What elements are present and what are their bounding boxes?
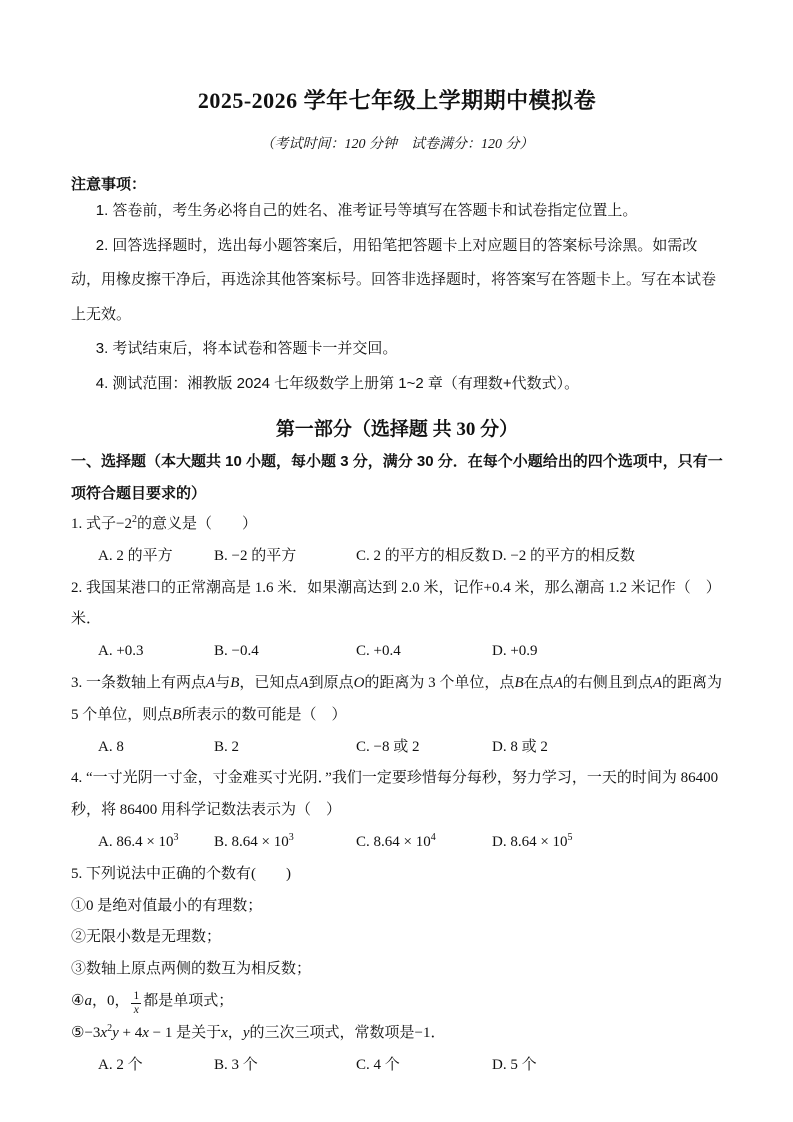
question-1-stem: 1. 式子$-2^2$的意义是（ ） (71, 514, 257, 532)
question-5-option-b: B. 3 个 (214, 1056, 258, 1073)
question-3-option-c: C. −8 或 2 (356, 738, 420, 755)
notice-item-2: 2. 回答选择题时，选出每小题答案后，用铅笔把答题卡上对应题目的答案标号涂黑。如需改动，用橡皮擦干净后，再选涂其他答案标号。回答非选择题时，将答案写在答题卡上。写在本试卷上无效。 (71, 236, 717, 323)
notice-item-4: 4. 测试范围：湘教版 2024 七年级数学上册第 1~2 章（有理数+代数式）。 (95, 374, 580, 392)
question-2-option-c: C. +0.4 (356, 643, 401, 660)
question-2 (71, 573, 723, 668)
question-1-option-a: A. 2 的平方 (98, 547, 173, 564)
question-3 (71, 668, 723, 763)
question-5-option-a: A. 2 个 (98, 1056, 143, 1073)
question-5-statement-3: ③数轴上原点两侧的数互为相反数； (71, 961, 312, 978)
section-heading: 第一部分（选择题 共 30 分） (275, 419, 519, 440)
notice-item-3: 3. 考试结束后，将本试卷和答题卡一并交回。 (95, 340, 398, 357)
question-5-option-c: C. 4 个 (356, 1056, 400, 1073)
question-4-option-a: A. $86.4 \times 10^3$ (98, 831, 179, 850)
question-1-option-b: B. −2 的平方 (214, 547, 297, 564)
question-5 (71, 859, 723, 1082)
paper-title: 2025-2026 学年七年级上学期期中模拟卷 (197, 88, 597, 113)
question-4-option-b: B. $8.64 \times 10^3$ (214, 831, 294, 850)
question-4-options (71, 827, 723, 859)
question-3-option-d: D. 8 或 2 (492, 738, 548, 755)
question-4 (71, 763, 723, 858)
question-1-options (71, 541, 723, 573)
question-4-option-c: C. $8.64 \times 10^4$ (356, 831, 436, 850)
question-1-option-d: D. −2 的平方的相反数 (492, 547, 636, 564)
question-5-stem: 5. 下列说法中正确的个数有( ) (71, 865, 291, 882)
question-4-stem: 4. “一寸光阴一寸金，寸金难买寸光阴．”我们一定要珍惜每分每秒，努力学习，一天的时间为 86400 秒，将 86400 用科学记数法表示为（ ） (71, 770, 719, 819)
notice-item-1: 1. 答卷前，考生务必将自己的姓名、准考证号等填写在答题卡和试卷指定位置上。 (95, 202, 638, 219)
notice-heading: 注意事项： (71, 176, 147, 193)
question-2-option-a: A. +0.3 (98, 643, 144, 660)
question-3-options (71, 732, 723, 764)
question-5-statement-2: ②无限小数是无理数； (71, 929, 222, 946)
question-2-stem: 2. 我国某港口的正常潮高是 1.6 米．如果潮高达到 2.0 米，记作+0.4 米，那么潮高 1.2 米记作（ ）米． (71, 579, 721, 628)
question-2-options (71, 636, 723, 668)
question-5-statement-1: ①0 是绝对值最小的有理数； (71, 897, 263, 914)
question-3-stem: 3. 一条数轴上有两点A与B，已知点A到原点O的距离为 3 个单位，点B在点A的右侧且到点A的距离为 5 个单位，则点B所表示的数可能是（ ） (71, 674, 722, 723)
question-2-option-d: D. +0.9 (492, 643, 538, 660)
section-intro: 一、选择题（本大题共 10 小题，每小题 3 分，满分 30 分．在每个小题给出的四个选项中，只有一项符合题目要求的） (71, 453, 723, 502)
question-5-option-d: D. 5 个 (492, 1056, 537, 1073)
question-2-option-b: B. −0.4 (214, 643, 259, 660)
question-1-option-c: C. 2 的平方的相反数 (356, 547, 490, 564)
question-3-option-b: B. 2 (214, 738, 240, 755)
paper-subtitle: （考试时间：120 分钟 试卷满分：120 分） (260, 137, 534, 152)
question-3-option-a: A. 8 (98, 738, 124, 755)
question-5-statement-5: $⑤-3x^2y + 4x - 1$ 是关于x，y的三次三项式，常数项是−1． (71, 1022, 446, 1041)
question-5-options (71, 1050, 723, 1082)
question-5-statement-4: ④a，0， $\frac{1}{x}$ 都是单项式； (71, 990, 234, 1016)
question-1 (71, 509, 723, 573)
question-4-option-d: D. $8.64 \times 10^5$ (492, 831, 573, 850)
